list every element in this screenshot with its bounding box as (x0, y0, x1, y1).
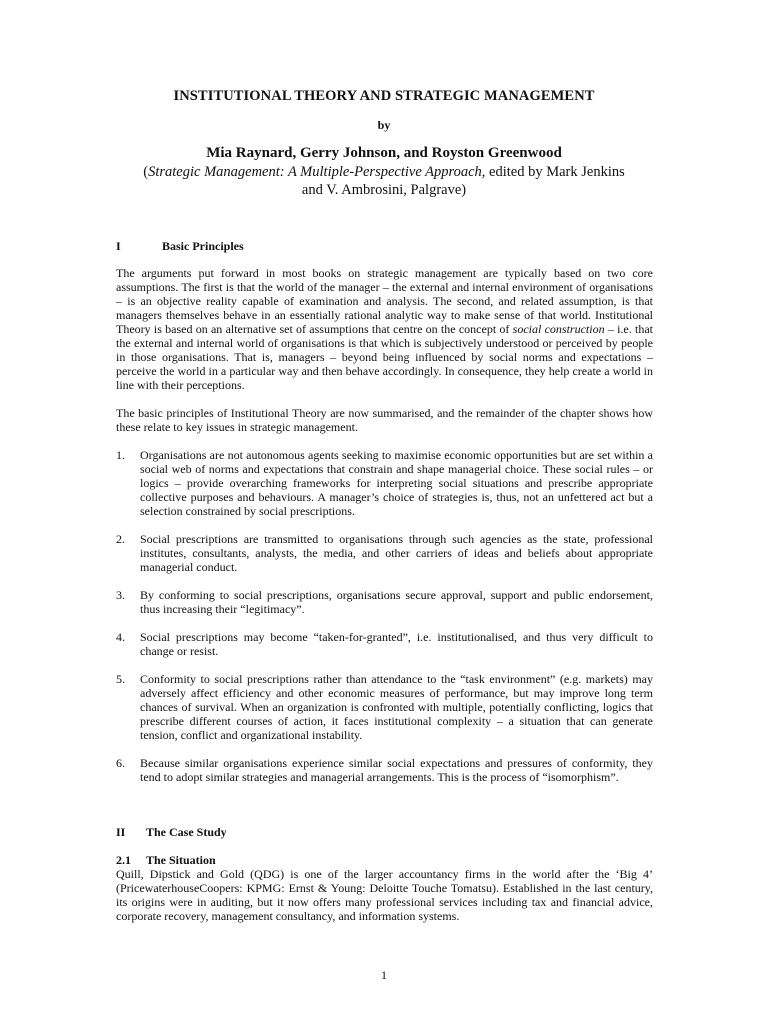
source-editors: , edited by Mark Jenkins (481, 164, 625, 180)
list-item-number: 5. (116, 672, 125, 686)
list-item (116, 532, 653, 574)
section-2-title: The Case Study (146, 825, 227, 839)
list-item-text: Social prescriptions are transmitted to organisations through such agencies as the state, professional institutes, consultants, analysts, the media, and other carriers of ideas and beliefs about appropriate managerial conduct. (140, 532, 653, 574)
source-line-1 (0, 163, 768, 181)
paragraph-intro-text-b: – i.e. that the external and internal world of organisations is that which is subjectively understood or perceived by people in those organisations. That is, managers – beyond being influenced by social norms and expectations – perceive the world in a particular way and then behave accordingly. In consequence, they help create a world in line with their perceptions. (116, 322, 653, 392)
authors: Mia Raynard, Gerry Johnson, and Royston Greenwood (206, 145, 562, 161)
section-1-title: Basic Principles (162, 239, 244, 253)
list-item-text: Social prescriptions may become “taken-for-granted”, i.e. institutionalised, and thus very difficult to change or resist. (140, 630, 653, 658)
paragraph-intro (116, 266, 653, 392)
list-item-text: Organisations are not autonomous agents seeking to maximise economic opportunities but are set within a social web of norms and expectations that constrain and shape managerial choice. These social rules – or logics – provide overarching frameworks for interpreting social situations and prescribe appropriate collective purposes and behaviours. A manager’s choice of strategies is, thus, not an unfettered act but a selection constrained by social prescriptions. (140, 448, 653, 518)
subsection-number: 2.1 (116, 853, 131, 867)
source-citation (0, 163, 768, 199)
list-item (116, 630, 653, 658)
paragraph-situation: Quill, Dipstick and Gold (QDG) is one of the larger accountancy firms in the world after the ‘Big 4’ (PricewaterhouseCoopers: KPMG: Ernst & Young: Deloitte Touche Tomatsu). Established in the last century, its origins were in auditing, but it now offers many professional services including tax and financial advice, corporate recovery, management consultancy, and information systems. (116, 867, 653, 923)
section-1-number: I (116, 239, 121, 253)
subsection-heading (116, 853, 216, 868)
by-line: by (377, 118, 391, 132)
list-item-number: 3. (116, 588, 125, 602)
list-item-number: 4. (116, 630, 125, 644)
list-item (116, 448, 653, 518)
source-open-paren: ( (143, 164, 149, 180)
document-title: INSTITUTIONAL THEORY AND STRATEGIC MANAGEMENT (173, 88, 595, 104)
list-item-text: By conforming to social prescriptions, organisations secure approval, support and public endorsement, thus increasing their “legitimacy”. (140, 588, 653, 616)
list-item-number: 2. (116, 532, 125, 546)
source-line-2: and V. Ambrosini, Palgrave) (301, 182, 467, 198)
subsection-title: The Situation (146, 853, 216, 867)
list-item (116, 756, 653, 784)
list-item-text: Conformity to social prescriptions rather than attendance to the “task environment” (e.g. markets) may adversely affect efficiency and other economic measures of performance, but may improve long term chances of survival. When an organization is confronted with multiple, potentially conflicting, logics that prescribe different courses of action, it faces institutional complexity – a situation that can generate tension, conflict and organizational instability. (140, 672, 653, 742)
paragraph-summary: The basic principles of Institutional Theory are now summarised, and the remainder of the chapter shows how these relate to key issues in strategic management. (116, 406, 653, 434)
section-2-heading (116, 825, 227, 840)
list-item (116, 672, 653, 742)
section-1-heading (116, 239, 244, 254)
paragraph-intro-text-a: The arguments put forward in most books on strategic management are typically based on two core assumptions. The first is that the world of the manager – the external and internal environment of organisations – is an objective reality capable of examination and analysis. The second, and related assumption, is that managers themselves behave in an essentially rational analytic way to make sense of that world. Institutional Theory is based on an alternative set of assumptions that centre on the concept of (116, 266, 653, 336)
list-item (116, 588, 653, 616)
list-item-number: 6. (116, 756, 125, 770)
book-title: Strategic Management: A Multiple-Perspective Approach (148, 164, 482, 180)
page-number: 1 (381, 968, 387, 982)
list-item-text: Because similar organisations experience similar social expectations and pressures of conformity, they tend to adopt similar strategies and managerial arrangements. This is the process of “isomorphism”. (140, 756, 653, 784)
list-item-number: 1. (116, 448, 125, 462)
social-construction-term: social construction (512, 322, 605, 336)
section-2-number: II (116, 825, 126, 839)
